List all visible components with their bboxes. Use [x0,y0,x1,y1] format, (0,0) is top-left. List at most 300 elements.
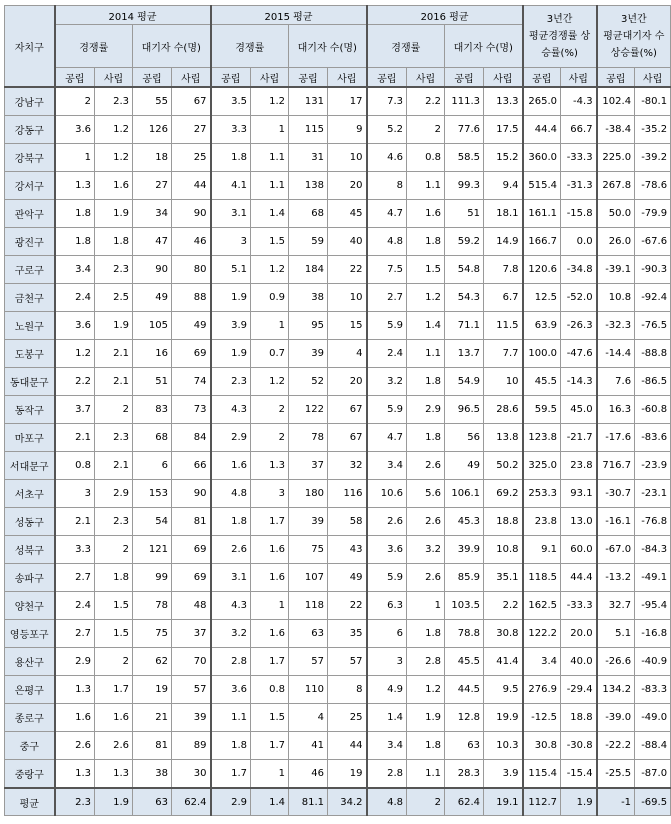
table-cell: 1.8 [211,732,251,760]
table-cell: 1.8 [95,564,133,592]
table-cell: 3.6 [211,676,251,704]
table-cell: 1.8 [55,200,95,228]
table-cell: -76.5 [635,312,671,340]
table-cell: 27 [172,116,211,144]
table-cell: 99.3 [445,172,484,200]
table-cell: 2 [95,536,133,564]
table-cell: 12.5 [523,284,561,312]
table-cell: 265.0 [523,87,561,116]
table-row [5,116,671,144]
header-2014: 2014 평균 [55,6,211,25]
table-cell: -23.9 [635,452,671,480]
table-cell: 3.2 [407,536,445,564]
table-cell: 2.9 [211,424,251,452]
table-cell: 107 [289,564,328,592]
table-cell: -38.4 [597,116,635,144]
table-cell: 73 [172,396,211,424]
table-cell: -16.1 [597,508,635,536]
table-cell: 1.9 [407,704,445,732]
table-cell: 90 [133,256,172,284]
district-name: 강남구 [5,87,55,116]
table-cell: 134.2 [597,676,635,704]
table-cell: 15.2 [484,144,523,172]
district-name: 도봉구 [5,340,55,368]
table-cell: 2 [95,396,133,424]
table-row [5,648,671,676]
table-cell: 34 [133,200,172,228]
table-row [5,732,671,760]
table-cell: 20.0 [561,620,597,648]
table-cell: 4.6 [367,144,407,172]
table-cell: 3.2 [211,620,251,648]
table-cell: 1.7 [251,508,289,536]
table-cell: 69 [172,536,211,564]
table-cell: 2.2 [407,87,445,116]
table-cell: 20 [328,368,367,396]
table-cell: 2.3 [95,87,133,116]
table-cell: 3.5 [211,87,251,116]
table-cell: 0.8 [251,676,289,704]
table-cell: 1.7 [251,732,289,760]
table-cell: 9.5 [484,676,523,704]
header-rise-competition: 평균경쟁률 상승률(%) [528,31,591,59]
table-cell: -79.9 [635,200,671,228]
table-cell: 4.7 [367,200,407,228]
table-cell: 0.0 [561,228,597,256]
table-cell: -14.3 [561,368,597,396]
district-name: 평균 [5,788,55,816]
table-cell: 17.5 [484,116,523,144]
table-cell: 1.5 [407,256,445,284]
table-cell: 10.8 [597,284,635,312]
table-cell: 2.6 [367,508,407,536]
table-cell: 83 [133,396,172,424]
table-cell: -35.2 [635,116,671,144]
table-cell: 30.8 [523,732,561,760]
district-name: 양천구 [5,592,55,620]
table-cell: 1.9 [211,340,251,368]
table-cell: 63 [445,732,484,760]
table-cell: 95 [289,312,328,340]
table-cell: 118.5 [523,564,561,592]
header-public: 공립 [367,68,407,88]
table-cell: 2.1 [55,424,95,452]
table-cell: -39.0 [597,704,635,732]
table-cell: 74 [172,368,211,396]
table-cell: 57 [289,648,328,676]
table-cell: 2.1 [95,340,133,368]
table-cell: 32.7 [597,592,635,620]
table-cell: 2.9 [55,648,95,676]
header-2016-waiting: 대기자 수(명) [445,25,523,68]
table-cell: 2.6 [407,564,445,592]
table-cell: 100.0 [523,340,561,368]
table-cell: 1.9 [95,312,133,340]
table-row [5,144,671,172]
table-cell: 4.8 [367,228,407,256]
table-cell: 1.4 [407,312,445,340]
table-cell: 1 [251,312,289,340]
table-cell: 78 [133,592,172,620]
table-cell: 1.7 [211,760,251,789]
table-cell: 4.8 [367,788,407,816]
table-cell: 78 [289,424,328,452]
table-cell: 1.6 [95,704,133,732]
table-cell: 20 [328,172,367,200]
table-cell: 5.1 [211,256,251,284]
table-cell: 1.7 [95,676,133,704]
table-cell: -52.0 [561,284,597,312]
table-cell: 47 [133,228,172,256]
table-cell: 0.8 [407,144,445,172]
table-cell: 131 [289,87,328,116]
table-row [5,312,671,340]
table-cell: 6 [367,620,407,648]
table-cell: 16 [133,340,172,368]
table-cell: 69 [172,340,211,368]
table-cell: 22 [328,592,367,620]
table-cell: 5.9 [367,312,407,340]
table-cell: 4 [328,340,367,368]
table-cell: 81 [133,732,172,760]
table-cell: 1.8 [95,228,133,256]
district-name: 송파구 [5,564,55,592]
table-cell: 118 [289,592,328,620]
table-cell: 41.4 [484,648,523,676]
table-cell: 18 [133,144,172,172]
table-cell: 50.0 [597,200,635,228]
district-name: 서대문구 [5,452,55,480]
table-row [5,200,671,228]
table-row [5,564,671,592]
table-cell: 1.2 [251,87,289,116]
district-name: 중구 [5,732,55,760]
table-cell: -29.4 [561,676,597,704]
table-cell: 75 [289,536,328,564]
table-cell: 2.6 [211,536,251,564]
table-cell: 62 [133,648,172,676]
table-cell: 45.3 [445,508,484,536]
table-cell: 5.6 [407,480,445,508]
header-2016: 2016 평균 [367,6,523,25]
district-name: 종로구 [5,704,55,732]
table-cell: 35 [328,620,367,648]
table-cell: 13.8 [484,424,523,452]
table-cell: -12.5 [523,704,561,732]
table-cell: 57 [172,676,211,704]
table-cell: 89 [172,732,211,760]
table-cell: 3.1 [211,200,251,228]
table-cell: -32.3 [597,312,635,340]
table-cell: 10 [328,144,367,172]
table-row [5,536,671,564]
table-cell: 59.2 [445,228,484,256]
table-row [5,368,671,396]
table-cell: 1.6 [407,200,445,228]
table-row [5,87,671,116]
table-cell: 1.9 [95,788,133,816]
table-cell: 5.9 [367,564,407,592]
table-cell: 1.8 [407,368,445,396]
table-cell: 116 [328,480,367,508]
table-cell: 44.4 [523,116,561,144]
table-cell: 122 [289,396,328,424]
table-row [5,452,671,480]
table-cell: 88 [172,284,211,312]
table-cell: 54.9 [445,368,484,396]
table-cell: 10.6 [367,480,407,508]
table-cell: 1.5 [251,228,289,256]
table-cell: 80 [172,256,211,284]
header-2014-waiting: 대기자 수(명) [133,25,211,68]
table-cell: 66.7 [561,116,597,144]
table-cell: 13.3 [484,87,523,116]
table-cell: 8 [328,676,367,704]
table-cell: 30.8 [484,620,523,648]
table-cell: 18.8 [561,704,597,732]
table-cell: 115.4 [523,760,561,789]
table-cell: 2.7 [55,620,95,648]
table-cell: 19 [133,676,172,704]
table-cell: -31.3 [561,172,597,200]
table-cell: -76.8 [635,508,671,536]
table-cell: 1.2 [407,676,445,704]
table-cell: 46 [172,228,211,256]
table-row [5,228,671,256]
table-cell: 49 [172,312,211,340]
table-cell: -40.9 [635,648,671,676]
header-public: 공립 [133,68,172,88]
table-cell: -39.1 [597,256,635,284]
district-name: 영등포구 [5,620,55,648]
table-cell: 2.4 [55,592,95,620]
header-private: 사립 [251,68,289,88]
table-cell: 68 [133,424,172,452]
table-cell: 4 [289,704,328,732]
table-cell: 3.7 [55,396,95,424]
table-cell: 55 [133,87,172,116]
table-cell: 3.4 [55,256,95,284]
table-cell: 3.2 [367,368,407,396]
table-cell: -83.3 [635,676,671,704]
district-name: 강동구 [5,116,55,144]
table-cell: 60.0 [561,536,597,564]
table-cell: 2.9 [211,788,251,816]
table-cell: -67.0 [597,536,635,564]
table-cell: 2.5 [95,284,133,312]
table-cell: 276.9 [523,676,561,704]
header-private: 사립 [407,68,445,88]
table-cell: -15.4 [561,760,597,789]
table-cell: -15.8 [561,200,597,228]
district-name: 강서구 [5,172,55,200]
table-cell: 4.1 [211,172,251,200]
table-cell: 1.2 [251,368,289,396]
table-cell: 34.2 [328,788,367,816]
table-cell: 4.3 [211,396,251,424]
table-cell: 2.8 [211,648,251,676]
table-row [5,340,671,368]
table-cell: 105 [133,312,172,340]
table-cell: 81 [172,508,211,536]
header-public: 공립 [445,68,484,88]
table-cell: 68 [289,200,328,228]
table-cell: 3.9 [211,312,251,340]
table-cell: 1.7 [251,648,289,676]
table-cell: 23.8 [523,508,561,536]
table-cell: 10 [328,284,367,312]
header-private: 사립 [95,68,133,88]
table-cell: -30.8 [561,732,597,760]
header-3yr-waiting [597,6,671,68]
table-cell: 58 [328,508,367,536]
table-cell: 1.5 [251,704,289,732]
table-cell: 2.3 [95,508,133,536]
table-cell: 1.9 [95,200,133,228]
table-cell: 48 [172,592,211,620]
table-cell: 38 [133,760,172,789]
table-cell: 69 [172,564,211,592]
table-cell: 360.0 [523,144,561,172]
table-cell: 54 [133,508,172,536]
header-public: 공립 [523,68,561,88]
district-name: 은평구 [5,676,55,704]
table-cell: 7.7 [484,340,523,368]
table-cell: 2.7 [55,564,95,592]
table-cell: 120.6 [523,256,561,284]
table-cell: 28.6 [484,396,523,424]
table-cell: 1.5 [95,592,133,620]
table-cell: -88.8 [635,340,671,368]
table-cell: 49 [133,284,172,312]
table-cell: -39.2 [635,144,671,172]
table-cell: 115 [289,116,328,144]
table-cell: 2.6 [55,732,95,760]
table-cell: 1.6 [251,564,289,592]
table-cell: 37 [289,452,328,480]
table-cell: 3.6 [55,116,95,144]
table-cell: -33.3 [561,592,597,620]
table-cell: 45.0 [561,396,597,424]
table-cell: 57 [328,648,367,676]
table-cell: 166.7 [523,228,561,256]
table-row [5,760,671,789]
table-cell: 1.8 [55,228,95,256]
table-cell: 153 [133,480,172,508]
header-private: 사립 [328,68,367,88]
table-cell: 1 [251,116,289,144]
table-cell: 3.1 [211,564,251,592]
table-cell: 39 [289,340,328,368]
table-cell: 1.2 [407,284,445,312]
table-cell: 10.8 [484,536,523,564]
table-cell: 2.1 [55,508,95,536]
table-cell: -23.1 [635,480,671,508]
table-cell: -87.0 [635,760,671,789]
table-cell: 45.5 [523,368,561,396]
table-cell: -80.1 [635,87,671,116]
table-cell: 45.5 [445,648,484,676]
table-cell: -86.5 [635,368,671,396]
table-cell: 110 [289,676,328,704]
table-cell: 1.6 [211,452,251,480]
table-cell: 45 [328,200,367,228]
table-cell: 10.3 [484,732,523,760]
table-cell: 1.1 [407,172,445,200]
table-cell: -47.6 [561,340,597,368]
header-private: 사립 [561,68,597,88]
table-row [5,480,671,508]
table-cell: 39 [289,508,328,536]
table-cell: 21 [133,704,172,732]
table-cell: 16.3 [597,396,635,424]
table-cell: 1.4 [251,788,289,816]
table-cell: 1.9 [211,284,251,312]
header-3yr-label-2: 3년간 [620,14,647,25]
table-cell: 180 [289,480,328,508]
table-cell: 62.4 [172,788,211,816]
table-row [5,256,671,284]
table-cell: 716.7 [597,452,635,480]
table-cell: 112.7 [523,788,561,816]
table-cell: 7.5 [367,256,407,284]
table-cell: 2.2 [55,368,95,396]
table-cell: 1.3 [95,760,133,789]
table-row [5,704,671,732]
table-cell: 2 [55,87,95,116]
table-cell: 6 [133,452,172,480]
table-cell: -92.4 [635,284,671,312]
table-cell: 19 [328,760,367,789]
table-cell: 2.6 [407,452,445,480]
table-row [5,172,671,200]
table-cell: 19.9 [484,704,523,732]
table-cell: -49.1 [635,564,671,592]
district-name: 용산구 [5,648,55,676]
table-cell: 81.1 [289,788,328,816]
table-cell: 3.4 [523,648,561,676]
district-name: 관악구 [5,200,55,228]
table-cell: 1.2 [55,340,95,368]
table-cell: 1.2 [95,116,133,144]
competition-table [4,5,671,816]
table-cell: 1.4 [367,704,407,732]
header-district: 자치구 [5,6,55,88]
table-cell: 12.8 [445,704,484,732]
table-cell: 2.2 [484,592,523,620]
table-cell: 69.2 [484,480,523,508]
table-cell: 1.4 [251,200,289,228]
table-cell: 56 [445,424,484,452]
table-cell: 3.9 [484,760,523,789]
table-cell: 515.4 [523,172,561,200]
table-cell: 1 [407,592,445,620]
header-2016-competition: 경쟁률 [367,25,445,68]
table-cell: 59 [289,228,328,256]
table-cell: 0.7 [251,340,289,368]
table-cell: 99 [133,564,172,592]
table-cell: 90 [172,480,211,508]
table-cell: 50.2 [484,452,523,480]
table-cell: 1 [251,760,289,789]
table-cell: 77.6 [445,116,484,144]
table-cell: 37 [172,620,211,648]
table-cell: 4.3 [211,592,251,620]
table-cell: 2.3 [55,788,95,816]
table-row [5,396,671,424]
district-name: 서초구 [5,480,55,508]
table-cell: 2.6 [95,732,133,760]
